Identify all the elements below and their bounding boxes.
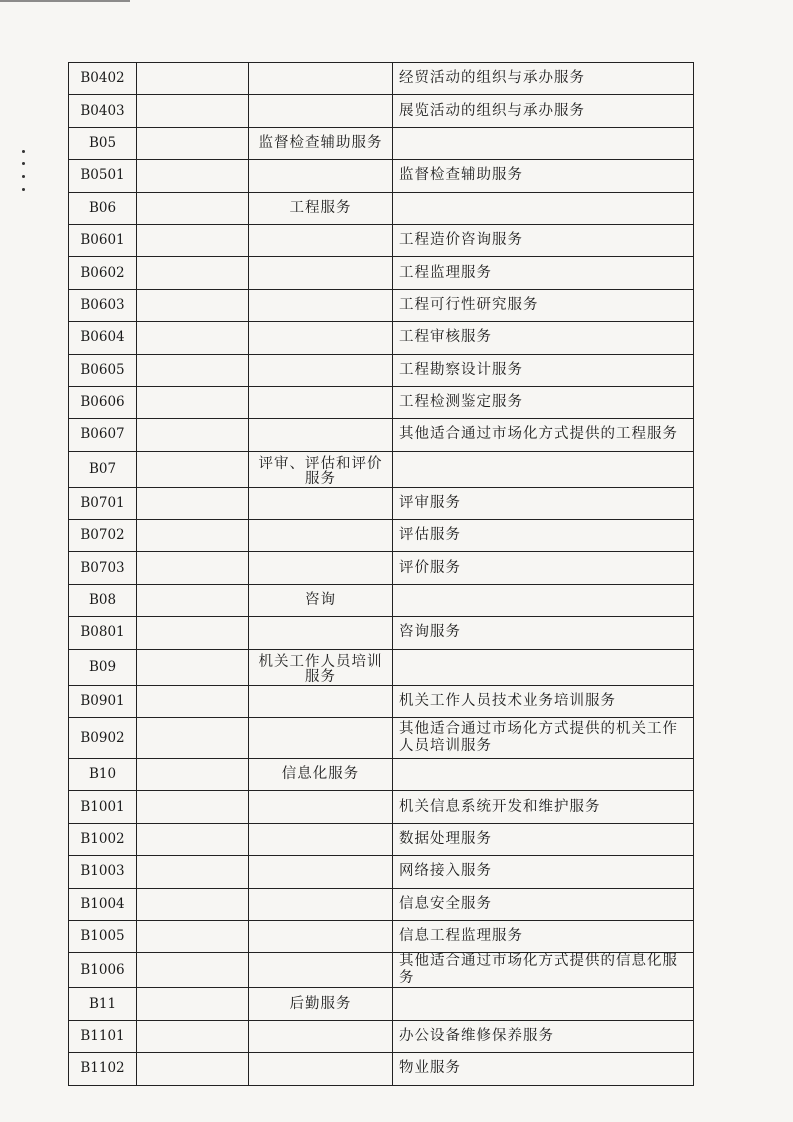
row-blank-cell bbox=[137, 856, 249, 888]
row-code: B07 bbox=[69, 451, 137, 487]
table-row bbox=[69, 718, 694, 759]
row-code: B1005 bbox=[69, 920, 137, 952]
row-category bbox=[249, 552, 393, 584]
row-service-item: 信息安全服务 bbox=[393, 888, 694, 920]
row-blank-cell bbox=[137, 953, 249, 988]
row-category: 监督检查辅助服务 bbox=[249, 127, 393, 159]
row-code: B0902 bbox=[69, 718, 137, 759]
row-blank-cell bbox=[137, 63, 249, 95]
row-blank-cell bbox=[137, 584, 249, 616]
row-category: 机关工作人员培训服务 bbox=[249, 649, 393, 685]
row-service-item: 工程勘察设计服务 bbox=[393, 354, 694, 386]
table-row bbox=[69, 920, 694, 952]
row-blank-cell bbox=[137, 289, 249, 321]
row-blank-cell bbox=[137, 888, 249, 920]
row-blank-cell bbox=[137, 685, 249, 717]
row-code: B10 bbox=[69, 759, 137, 791]
row-code: B1003 bbox=[69, 856, 137, 888]
row-service-item: 工程可行性研究服务 bbox=[393, 289, 694, 321]
row-service-item bbox=[393, 127, 694, 159]
row-service-item: 展览活动的组织与承办服务 bbox=[393, 95, 694, 127]
row-blank-cell bbox=[137, 920, 249, 952]
row-code: B0605 bbox=[69, 354, 137, 386]
table-row bbox=[69, 520, 694, 552]
row-code: B0606 bbox=[69, 386, 137, 418]
row-category bbox=[249, 224, 393, 256]
row-category bbox=[249, 888, 393, 920]
row-code: B0604 bbox=[69, 322, 137, 354]
table-row bbox=[69, 127, 694, 159]
row-service-item: 工程监理服务 bbox=[393, 257, 694, 289]
row-blank-cell bbox=[137, 354, 249, 386]
table-row bbox=[69, 322, 694, 354]
row-code: B1004 bbox=[69, 888, 137, 920]
table-row bbox=[69, 419, 694, 451]
row-code: B0602 bbox=[69, 257, 137, 289]
row-blank-cell bbox=[137, 487, 249, 519]
row-blank-cell bbox=[137, 791, 249, 823]
row-category: 评审、评估和评价服务 bbox=[249, 451, 393, 487]
table-row bbox=[69, 759, 694, 791]
row-service-item: 办公设备维修保养服务 bbox=[393, 1020, 694, 1052]
row-blank-cell bbox=[137, 127, 249, 159]
row-service-item: 数据处理服务 bbox=[393, 823, 694, 855]
table-row bbox=[69, 888, 694, 920]
row-blank-cell bbox=[137, 718, 249, 759]
row-code: B0501 bbox=[69, 160, 137, 192]
row-category bbox=[249, 953, 393, 988]
row-code: B08 bbox=[69, 584, 137, 616]
row-service-item: 咨询服务 bbox=[393, 617, 694, 649]
row-code: B11 bbox=[69, 988, 137, 1020]
row-blank-cell bbox=[137, 224, 249, 256]
row-service-item: 其他适合通过市场化方式提供的工程服务 bbox=[393, 419, 694, 451]
row-category bbox=[249, 920, 393, 952]
row-code: B0607 bbox=[69, 419, 137, 451]
row-code: B0603 bbox=[69, 289, 137, 321]
row-service-item: 机关工作人员技术业务培训服务 bbox=[393, 685, 694, 717]
row-blank-cell bbox=[137, 386, 249, 418]
table-row bbox=[69, 451, 694, 487]
row-service-item bbox=[393, 988, 694, 1020]
row-category bbox=[249, 289, 393, 321]
table-row bbox=[69, 289, 694, 321]
row-code: B1102 bbox=[69, 1053, 137, 1085]
row-category: 信息化服务 bbox=[249, 759, 393, 791]
row-blank-cell bbox=[137, 520, 249, 552]
row-code: B1006 bbox=[69, 953, 137, 988]
row-category bbox=[249, 520, 393, 552]
row-service-item: 经贸活动的组织与承办服务 bbox=[393, 63, 694, 95]
row-service-item bbox=[393, 759, 694, 791]
row-blank-cell bbox=[137, 322, 249, 354]
row-blank-cell bbox=[137, 1020, 249, 1052]
row-service-item: 评审服务 bbox=[393, 487, 694, 519]
row-category bbox=[249, 487, 393, 519]
scan-dot bbox=[22, 175, 25, 178]
row-blank-cell bbox=[137, 451, 249, 487]
table-row bbox=[69, 487, 694, 519]
row-category bbox=[249, 791, 393, 823]
row-blank-cell bbox=[137, 649, 249, 685]
table-row bbox=[69, 354, 694, 386]
table-row bbox=[69, 617, 694, 649]
row-blank-cell bbox=[137, 988, 249, 1020]
row-code: B09 bbox=[69, 649, 137, 685]
row-blank-cell bbox=[137, 552, 249, 584]
table-row bbox=[69, 649, 694, 685]
row-blank-cell bbox=[137, 95, 249, 127]
row-service-item: 其他适合通过市场化方式提供的信息化服务 bbox=[393, 953, 694, 988]
row-category bbox=[249, 419, 393, 451]
row-service-item bbox=[393, 584, 694, 616]
table-row bbox=[69, 160, 694, 192]
row-category: 后勤服务 bbox=[249, 988, 393, 1020]
scan-dot bbox=[22, 162, 25, 165]
row-service-item: 工程检测鉴定服务 bbox=[393, 386, 694, 418]
row-code: B06 bbox=[69, 192, 137, 224]
row-code: B1001 bbox=[69, 791, 137, 823]
row-category bbox=[249, 257, 393, 289]
row-category bbox=[249, 617, 393, 649]
table-row bbox=[69, 584, 694, 616]
row-code: B0703 bbox=[69, 552, 137, 584]
table-row bbox=[69, 1053, 694, 1085]
row-code: B1101 bbox=[69, 1020, 137, 1052]
row-service-item: 评价服务 bbox=[393, 552, 694, 584]
row-blank-cell bbox=[137, 160, 249, 192]
table-row bbox=[69, 856, 694, 888]
table-row bbox=[69, 386, 694, 418]
row-category bbox=[249, 856, 393, 888]
table-body bbox=[69, 63, 694, 1086]
table-row bbox=[69, 685, 694, 717]
scan-edge-mark bbox=[0, 0, 130, 2]
row-blank-cell bbox=[137, 823, 249, 855]
row-category bbox=[249, 160, 393, 192]
row-service-item: 机关信息系统开发和维护服务 bbox=[393, 791, 694, 823]
row-service-item: 工程造价咨询服务 bbox=[393, 224, 694, 256]
service-catalog-table bbox=[68, 62, 694, 1086]
row-code: B0702 bbox=[69, 520, 137, 552]
row-code: B0402 bbox=[69, 63, 137, 95]
table-row bbox=[69, 953, 694, 988]
row-category bbox=[249, 354, 393, 386]
row-category bbox=[249, 1020, 393, 1052]
row-category bbox=[249, 386, 393, 418]
table-row bbox=[69, 63, 694, 95]
row-blank-cell bbox=[137, 1053, 249, 1085]
row-blank-cell bbox=[137, 617, 249, 649]
table-row bbox=[69, 791, 694, 823]
row-blank-cell bbox=[137, 192, 249, 224]
row-category: 咨询 bbox=[249, 584, 393, 616]
row-code: B0403 bbox=[69, 95, 137, 127]
row-service-item: 工程审核服务 bbox=[393, 322, 694, 354]
scan-dot bbox=[22, 188, 25, 191]
row-category bbox=[249, 685, 393, 717]
row-service-item: 评估服务 bbox=[393, 520, 694, 552]
row-blank-cell bbox=[137, 257, 249, 289]
row-code: B0701 bbox=[69, 487, 137, 519]
row-category bbox=[249, 1053, 393, 1085]
row-category bbox=[249, 823, 393, 855]
table-row bbox=[69, 257, 694, 289]
row-category: 工程服务 bbox=[249, 192, 393, 224]
table-row bbox=[69, 95, 694, 127]
row-category bbox=[249, 63, 393, 95]
row-service-item bbox=[393, 451, 694, 487]
row-category bbox=[249, 95, 393, 127]
row-code: B05 bbox=[69, 127, 137, 159]
row-blank-cell bbox=[137, 419, 249, 451]
row-code: B0601 bbox=[69, 224, 137, 256]
table-row bbox=[69, 552, 694, 584]
table-row bbox=[69, 988, 694, 1020]
row-service-item bbox=[393, 649, 694, 685]
row-code: B1002 bbox=[69, 823, 137, 855]
table-row bbox=[69, 192, 694, 224]
table-row bbox=[69, 1020, 694, 1052]
row-service-item: 信息工程监理服务 bbox=[393, 920, 694, 952]
row-code: B0901 bbox=[69, 685, 137, 717]
row-blank-cell bbox=[137, 759, 249, 791]
row-service-item: 其他适合通过市场化方式提供的机关工作人员培训服务 bbox=[393, 718, 694, 759]
row-service-item: 监督检查辅助服务 bbox=[393, 160, 694, 192]
row-service-item: 物业服务 bbox=[393, 1053, 694, 1085]
table-row bbox=[69, 823, 694, 855]
scan-dot bbox=[22, 150, 25, 153]
row-category bbox=[249, 718, 393, 759]
row-category bbox=[249, 322, 393, 354]
row-service-item: 网络接入服务 bbox=[393, 856, 694, 888]
row-service-item bbox=[393, 192, 694, 224]
table-row bbox=[69, 224, 694, 256]
row-code: B0801 bbox=[69, 617, 137, 649]
